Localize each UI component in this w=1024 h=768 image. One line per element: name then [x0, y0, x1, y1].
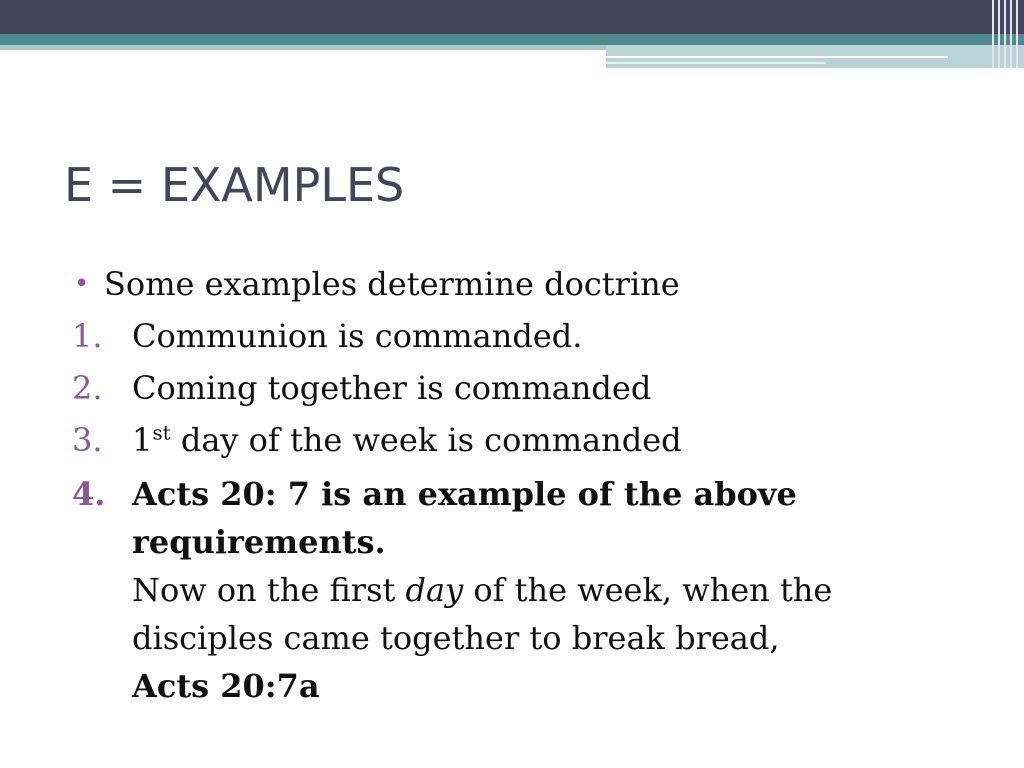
bullet-item: [72, 260, 972, 312]
header-bar-teal: [0, 34, 1024, 45]
scripture-quote-line1: Now on the first day of the week, when the: [132, 571, 833, 609]
list-item-body: [132, 470, 832, 710]
scripture-quote-line2: disciples came together to break bread,: [132, 619, 780, 657]
list-marker: 3.: [72, 421, 103, 459]
ordinal-number: 1: [132, 421, 153, 459]
list-item-heading-line1: Acts 20: 7 is an example of the above: [132, 475, 797, 513]
header-bar-light-left: [0, 45, 606, 50]
list-item: [72, 312, 972, 364]
list-item-heading-line2: requirements.: [132, 523, 386, 561]
header-bar-dark: [0, 0, 1024, 34]
bullet-icon: •: [74, 269, 90, 299]
header-accent-line: [606, 62, 826, 64]
list-item: [72, 364, 972, 416]
header-stripes: [990, 0, 1024, 68]
list-marker: 2.: [72, 369, 103, 407]
header-accent-line: [606, 56, 948, 58]
slide-title: E = EXAMPLES: [64, 158, 405, 212]
list-item-text: Communion is commanded.: [132, 317, 583, 355]
list-item: [72, 416, 972, 470]
scripture-reference: Acts 20:7a: [132, 667, 320, 705]
list-marker: 1.: [72, 317, 103, 355]
scripture-quote-italic: day: [405, 571, 464, 609]
list-item-text: Coming together is commanded: [132, 369, 652, 407]
bullet-text: Some examples determine doctrine: [104, 265, 680, 303]
ordinal-suffix: st: [152, 420, 171, 445]
list-item-text: [132, 416, 682, 464]
list-item-rest: day of the week is commanded: [170, 421, 682, 459]
list-marker: 4.: [72, 475, 106, 513]
list-item: [72, 470, 972, 710]
slide-content: [72, 260, 972, 710]
